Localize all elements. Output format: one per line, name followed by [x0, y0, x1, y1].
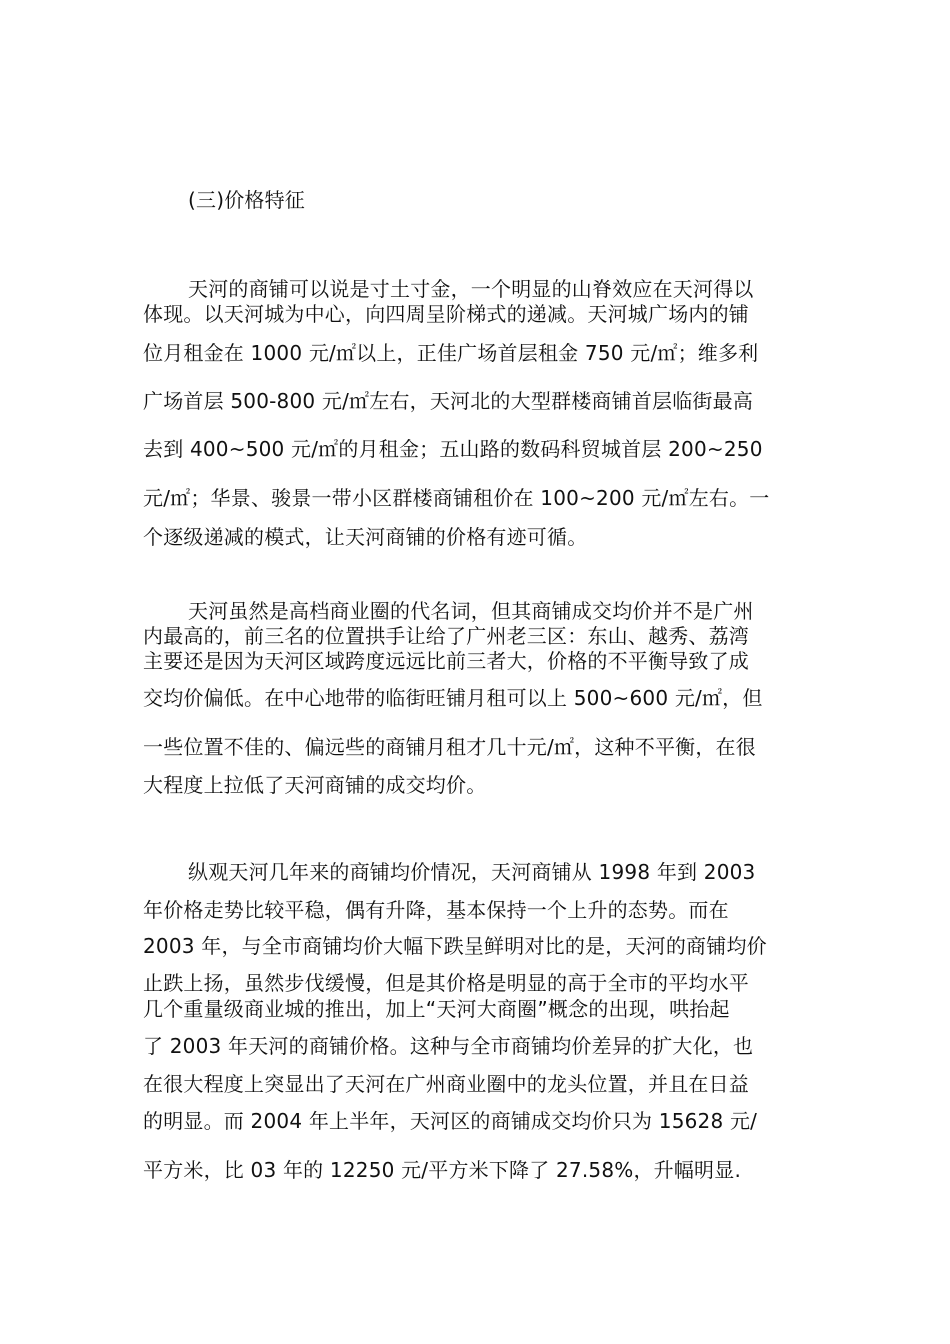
- paragraph-1-line-6: 元/㎡；华景、骏景一带小区群楼商铺租价在 100~200 元/㎡左右。一: [143, 486, 770, 510]
- paragraph-1-line-5: 去到 400~500 元/㎡的月租金；五山路的数码科贸城首层 200~250: [143, 437, 763, 461]
- paragraph-2-line-6: 大程度上拉低了天河商铺的成交均价。: [143, 773, 487, 797]
- paragraph-1-line-7: 个逐级递减的模式，让天河商铺的价格有迹可循。: [143, 525, 588, 549]
- paragraph-3-line-9: 平方米，比 03 年的 12250 元/平方米下降了 27.58%，升幅明显.: [143, 1158, 742, 1182]
- paragraph-3-line-5: 几个重量级商业城的推出，加上“天河大商圈”概念的出现，哄抬起: [143, 997, 730, 1021]
- paragraph-1-line-1: 天河的商铺可以说是寸土寸金，一个明显的山脊效应在天河得以: [188, 277, 754, 301]
- paragraph-1-line-4: 广场首层 500-800 元/㎡左右，天河北的大型群楼商铺首层临街最高: [143, 389, 754, 413]
- paragraph-2-line-5: 一些位置不佳的、偏远些的商铺月租才几十元/㎡，这种不平衡，在很: [143, 735, 756, 759]
- section-heading: (三)价格特征: [188, 188, 306, 212]
- paragraph-3-line-1: 纵观天河几年来的商铺均价情况，天河商铺从 1998 年到 2003: [188, 860, 756, 884]
- paragraph-3-line-4: 止跌上扬，虽然步伐缓慢，但是其价格是明显的高于全市的平均水平: [143, 971, 749, 995]
- paragraph-2-line-4: 交均价偏低。在中心地带的临街旺铺月租可以上 500~600 元/㎡，但: [143, 686, 763, 710]
- paragraph-2-line-1: 天河虽然是高档商业圈的代名词，但其商铺成交均价并不是广州: [188, 599, 754, 623]
- paragraph-3-line-6: 了 2003 年天河的商铺价格。这种与全市商铺均价差异的扩大化，也: [143, 1034, 754, 1058]
- paragraph-2-line-2: 内最高的，前三名的位置拱手让给了广州老三区：东山、越秀、荔湾: [143, 624, 749, 648]
- paragraph-3-line-2: 年价格走势比较平稳，偶有升降，基本保持一个上升的态势。而在: [143, 898, 729, 922]
- paragraph-2-line-3: 主要还是因为天河区域跨度远远比前三者大，价格的不平衡导致了成: [143, 649, 749, 673]
- paragraph-1-line-2: 体现。以天河城为中心，向四周呈阶梯式的递减。天河城广场内的铺: [143, 302, 749, 326]
- paragraph-3-line-7: 在很大程度上突显出了天河在广州商业圈中的龙头位置，并且在日益: [143, 1072, 749, 1096]
- paragraph-1-line-3: 位月租金在 1000 元/㎡以上，正佳广场首层租金 750 元/㎡；维多利: [143, 341, 759, 365]
- paragraph-3-line-3: 2003 年，与全市商铺均价大幅下跌呈鲜明对比的是，天河的商铺均价: [143, 934, 767, 958]
- paragraph-3-line-8: 的明显。而 2004 年上半年，天河区的商铺成交均价只为 15628 元/: [143, 1109, 758, 1133]
